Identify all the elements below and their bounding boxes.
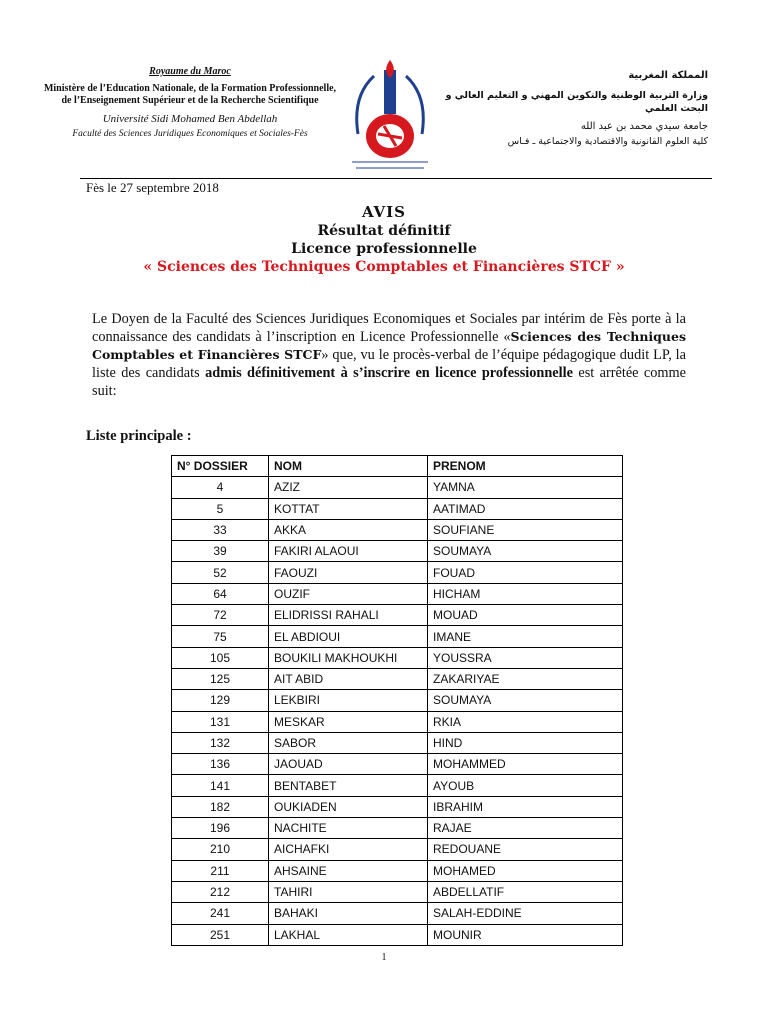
cell-prenom: SOUMAYA bbox=[428, 541, 623, 562]
cell-prenom: FOUAD bbox=[428, 562, 623, 583]
table-row bbox=[172, 626, 623, 647]
header-university-ar: جامعة سيدي محمد بن عبد الله bbox=[580, 121, 708, 132]
cell-nom: SABOR bbox=[269, 732, 428, 753]
admitted-table bbox=[171, 455, 623, 946]
header-right bbox=[438, 70, 708, 147]
table-row bbox=[172, 924, 623, 945]
cell-dossier: 5 bbox=[172, 498, 269, 519]
cell-prenom: IMANE bbox=[428, 626, 623, 647]
header-university-fr: Université Sidi Mohamed Ben Abdellah bbox=[102, 113, 278, 125]
table-row bbox=[172, 903, 623, 924]
cell-nom: FAKIRI ALAOUI bbox=[269, 541, 428, 562]
table-row bbox=[172, 668, 623, 689]
table-header-row bbox=[172, 456, 623, 477]
cell-nom: FAOUZI bbox=[269, 562, 428, 583]
table-row bbox=[172, 583, 623, 604]
cell-nom: AICHAFKI bbox=[269, 839, 428, 860]
title-licence: Licence professionnelle bbox=[291, 241, 477, 257]
cell-nom: BENTABET bbox=[269, 775, 428, 796]
cell-dossier: 251 bbox=[172, 924, 269, 945]
cell-nom: AKKA bbox=[269, 519, 428, 540]
list-title: Liste principale : bbox=[86, 428, 192, 444]
header-divider bbox=[80, 178, 712, 179]
table-row bbox=[172, 477, 623, 498]
cell-nom: ELIDRISSI RAHALI bbox=[269, 605, 428, 626]
table-row bbox=[172, 605, 623, 626]
table-row bbox=[172, 690, 623, 711]
table-row bbox=[172, 775, 623, 796]
cell-dossier: 196 bbox=[172, 818, 269, 839]
header-faculty-fr: Faculté des Sciences Juridiques Economiques et Sociales-Fès bbox=[72, 129, 308, 139]
cell-dossier: 141 bbox=[172, 775, 269, 796]
paragraph-part3: est arrêtée comme suit: bbox=[92, 365, 686, 399]
cell-nom: OUKIADEN bbox=[269, 796, 428, 817]
table-row bbox=[172, 562, 623, 583]
cell-dossier: 105 bbox=[172, 647, 269, 668]
cell-nom: MESKAR bbox=[269, 711, 428, 732]
cell-nom: LEKBIRI bbox=[269, 690, 428, 711]
table-row bbox=[172, 839, 623, 860]
cell-prenom: ZAKARIYAE bbox=[428, 668, 623, 689]
cell-prenom: RAJAE bbox=[428, 818, 623, 839]
cell-nom: EL ABDIOUI bbox=[269, 626, 428, 647]
cell-prenom: MOUNIR bbox=[428, 924, 623, 945]
cell-dossier: 64 bbox=[172, 583, 269, 604]
table-row bbox=[172, 732, 623, 753]
cell-prenom: IBRAHIM bbox=[428, 796, 623, 817]
cell-prenom: ABDELLATIF bbox=[428, 881, 623, 902]
header-prenom: PRENOM bbox=[428, 456, 623, 477]
cell-dossier: 241 bbox=[172, 903, 269, 924]
paragraph-program: Sciences des Techniques Comptables et Financières STCF bbox=[92, 329, 686, 362]
header-kingdom-ar: المملكة المغربية bbox=[628, 70, 708, 81]
table-row bbox=[172, 541, 623, 562]
table-row bbox=[172, 498, 623, 519]
header-ministry-fr: Ministère de l’Education Nationale, de la Formation Professionnelle, de l’Enseignement Supérieur et de la Recherche Scientifique bbox=[43, 83, 337, 106]
table-row bbox=[172, 711, 623, 732]
paragraph-part1: Le Doyen de la Faculté des Sciences Juridiques Economiques et Sociales par intérim de Fès porte à la connaissance des candidats à l’inscription en Licence Professionnelle « bbox=[92, 311, 686, 345]
cell-dossier: 72 bbox=[172, 605, 269, 626]
cell-dossier: 132 bbox=[172, 732, 269, 753]
cell-nom: BAHAKI bbox=[269, 903, 428, 924]
cell-prenom: HIND bbox=[428, 732, 623, 753]
cell-nom: OUZIF bbox=[269, 583, 428, 604]
table-row bbox=[172, 860, 623, 881]
paragraph-part2: » que, vu le procès-verbal de l’équipe pédagogique dudit LP, la liste des candidats bbox=[92, 347, 686, 381]
table-row bbox=[172, 881, 623, 902]
cell-nom: KOTTAT bbox=[269, 498, 428, 519]
cell-prenom: HICHAM bbox=[428, 583, 623, 604]
cell-nom: AIT ABID bbox=[269, 668, 428, 689]
cell-nom: LAKHAL bbox=[269, 924, 428, 945]
title-block bbox=[0, 203, 768, 275]
cell-prenom: AYOUB bbox=[428, 775, 623, 796]
cell-prenom: YOUSSRA bbox=[428, 647, 623, 668]
table-row bbox=[172, 796, 623, 817]
cell-dossier: 136 bbox=[172, 754, 269, 775]
cell-dossier: 131 bbox=[172, 711, 269, 732]
cell-nom: JAOUAD bbox=[269, 754, 428, 775]
table-row bbox=[172, 754, 623, 775]
cell-dossier: 211 bbox=[172, 860, 269, 881]
cell-prenom: MOHAMED bbox=[428, 860, 623, 881]
title-result: Résultat définitif bbox=[317, 223, 451, 239]
cell-dossier: 182 bbox=[172, 796, 269, 817]
cell-prenom: REDOUANE bbox=[428, 839, 623, 860]
header-dossier: N° DOSSIER bbox=[172, 456, 269, 477]
cell-dossier: 52 bbox=[172, 562, 269, 583]
cell-nom: BOUKILI MAKHOUKHI bbox=[269, 647, 428, 668]
document-date: Fès le 27 septembre 2018 bbox=[86, 180, 219, 195]
cell-dossier: 75 bbox=[172, 626, 269, 647]
title-avis: AVIS bbox=[361, 203, 407, 221]
cell-nom: TAHIRI bbox=[269, 881, 428, 902]
paragraph-admitted: admis définitivement à s’inscrire en licence professionnelle bbox=[205, 365, 573, 381]
cell-dossier: 4 bbox=[172, 477, 269, 498]
cell-prenom: YAMNA bbox=[428, 477, 623, 498]
page-number: 1 bbox=[381, 952, 387, 963]
title-program: « Sciences des Techniques Comptables et Financières STCF » bbox=[143, 259, 625, 275]
table-row bbox=[172, 818, 623, 839]
table-row bbox=[172, 519, 623, 540]
cell-dossier: 212 bbox=[172, 881, 269, 902]
cell-dossier: 125 bbox=[172, 668, 269, 689]
cell-prenom: MOHAMMED bbox=[428, 754, 623, 775]
cell-prenom: SOUFIANE bbox=[428, 519, 623, 540]
header-left bbox=[40, 66, 340, 139]
university-emblem-icon bbox=[344, 56, 436, 176]
cell-dossier: 129 bbox=[172, 690, 269, 711]
cell-prenom: MOUAD bbox=[428, 605, 623, 626]
cell-dossier: 33 bbox=[172, 519, 269, 540]
header-ministry-ar: وزارة التربية الوطنية والتكوين المهني و التعليم العالي و البحث العلمي bbox=[445, 90, 708, 114]
cell-nom: NACHITE bbox=[269, 818, 428, 839]
cell-dossier: 39 bbox=[172, 541, 269, 562]
cell-nom: AZIZ bbox=[269, 477, 428, 498]
cell-dossier: 210 bbox=[172, 839, 269, 860]
cell-prenom: AATIMAD bbox=[428, 498, 623, 519]
header-kingdom-fr: Royaume du Maroc bbox=[149, 66, 231, 77]
table-row bbox=[172, 647, 623, 668]
header-nom: NOM bbox=[269, 456, 428, 477]
cell-prenom: RKIA bbox=[428, 711, 623, 732]
header-faculty-ar: كلية العلوم القانونية والاقتصادية والاجتماعية ـ فـاس bbox=[507, 136, 708, 147]
cell-nom: AHSAINE bbox=[269, 860, 428, 881]
announcement-paragraph bbox=[92, 310, 686, 400]
cell-prenom: SALAH-EDDINE bbox=[428, 903, 623, 924]
cell-prenom: SOUMAYA bbox=[428, 690, 623, 711]
